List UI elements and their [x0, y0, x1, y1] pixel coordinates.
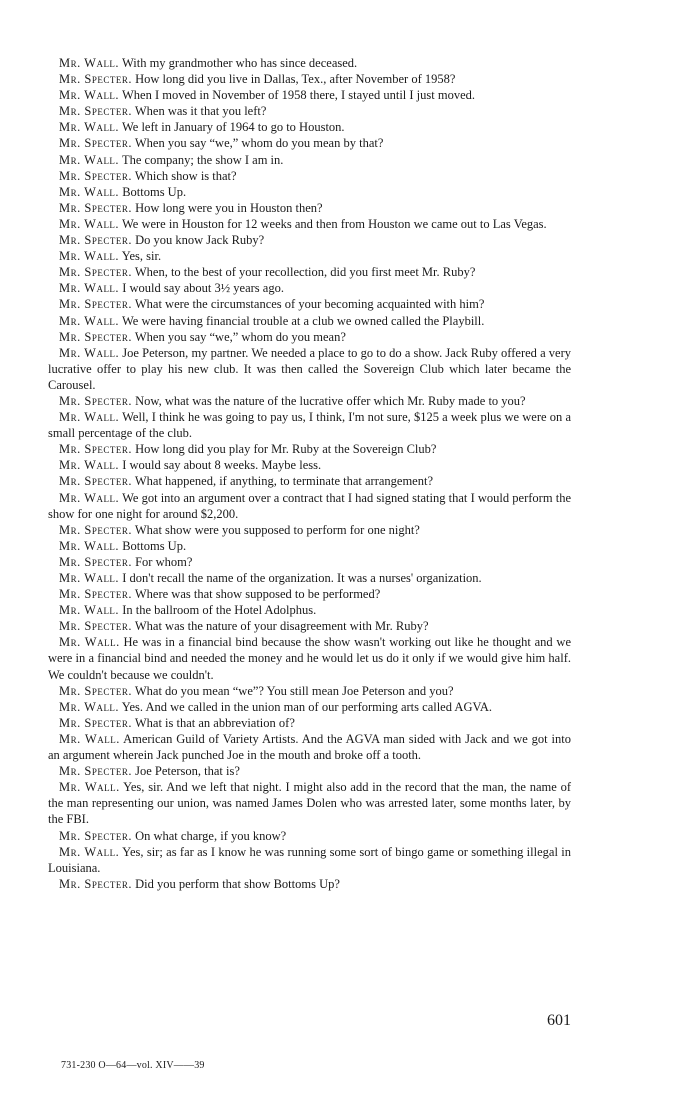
speech-text: On what charge, if you know?: [135, 828, 287, 843]
speech-text: We were having financial trouble at a club we owned called the Playbill.: [121, 313, 485, 328]
speaker-name: Mr. Wall.: [59, 635, 120, 650]
speech-text: Now, what was the nature of the lucrative offer which Mr. Ruby made to you?: [135, 393, 526, 408]
speech-text: What happened, if anything, to terminate that arrangement?: [134, 474, 434, 489]
transcript-paragraph: [48, 490, 571, 522]
speech-text: What show were you supposed to perform for one night?: [134, 522, 420, 537]
speech-text: What is that an abbreviation of?: [134, 715, 295, 730]
speech-text: Yes, sir; as far as I know he was running some sort of bingo game or something illegal in Louisiana.: [48, 844, 571, 875]
speech-text: Joe Peterson, my partner. We needed a place to go to do a show. Jack Ruby offered a very lucrative offer to play his new club. It was then called the Sovereign Club which later became the Carousel.: [48, 345, 571, 392]
speaker-name: Mr. Wall.: [59, 410, 120, 425]
speech-text: For whom?: [135, 554, 193, 569]
transcript-paragraph: [48, 55, 571, 71]
transcript-paragraph: [48, 828, 571, 844]
speech-text: What do you mean “we”? You still mean Joe Peterson and you?: [134, 683, 454, 698]
transcript-paragraph: [48, 779, 571, 827]
transcript-paragraph: [48, 264, 571, 280]
speech-text: He was in a financial bind because the show wasn't working out like he thought and we were in a financial bind and needed the money and he would let us do it only if we would give him half. We couldn't because we couldn't.: [48, 635, 572, 682]
transcript-paragraph: [48, 844, 571, 876]
speech-text: How long were you in Houston then?: [135, 200, 323, 215]
transcript-paragraph: [48, 441, 571, 457]
speaker-name: Mr. Specter.: [59, 104, 132, 119]
speaker-name: Mr. Wall.: [59, 603, 120, 618]
speaker-name: Mr. Specter.: [59, 233, 132, 248]
speaker-name: Mr. Wall.: [59, 458, 120, 473]
transcript-paragraph: [48, 602, 571, 618]
speech-text: When you say “we,” whom do you mean?: [134, 329, 346, 344]
transcript-paragraph: [48, 329, 571, 345]
transcript-paragraph: [48, 280, 571, 296]
speech-text: I would say about 3½ years ago.: [122, 281, 284, 296]
speaker-name: Mr. Wall.: [59, 88, 120, 103]
speaker-name: Mr. Specter.: [59, 72, 132, 87]
speaker-name: Mr. Wall.: [59, 538, 120, 553]
speaker-name: Mr. Wall.: [59, 152, 120, 167]
speaker-name: Mr. Specter.: [59, 393, 132, 408]
speech-text: Bottoms Up.: [122, 538, 187, 553]
transcript-paragraph: [48, 586, 571, 602]
transcript-paragraph: [48, 216, 571, 232]
speaker-name: Mr. Wall.: [59, 780, 120, 795]
speaker-name: Mr. Specter.: [59, 876, 132, 891]
speech-text: Well, I think he was going to pay us, I think, I'm not sure, $125 a week plus we were on a small percentage of the club.: [48, 410, 571, 441]
speaker-name: Mr. Specter.: [59, 522, 132, 537]
speaker-name: Mr. Wall.: [59, 184, 120, 199]
speech-text: Did you perform that show Bottoms Up?: [135, 876, 340, 891]
transcript-paragraph: [48, 763, 571, 779]
speech-text: When you say “we,” whom do you mean by that?: [134, 136, 384, 151]
speech-text: American Guild of Variety Artists. And the AGVA man sided with Jack and we got into an argument wherein Jack punched Joe in the mouth and broke off a tooth.: [48, 731, 572, 763]
speech-text: How long did you play for Mr. Ruby at the Sovereign Club?: [135, 442, 437, 457]
speech-text: In the ballroom of the Hotel Adolphus.: [122, 603, 317, 618]
speech-text: When, to the best of your recollection, did you first meet Mr. Ruby?: [134, 265, 476, 280]
speaker-name: Mr. Wall.: [59, 490, 120, 505]
speech-text: I don't recall the name of the organization. It was a nurses' organization.: [122, 571, 482, 585]
transcript-paragraph: [48, 699, 571, 715]
speech-text: When I moved in November of 1958 there, I stayed until I just moved.: [121, 88, 476, 103]
transcript-paragraph: [48, 232, 571, 248]
speech-text: Do you know Jack Ruby?: [135, 233, 265, 248]
transcript-paragraph: [48, 71, 571, 87]
speaker-name: Mr. Wall.: [59, 844, 120, 859]
speaker-name: Mr. Specter.: [59, 168, 132, 183]
speaker-name: Mr. Wall.: [59, 731, 120, 746]
transcript-paragraph: [48, 570, 571, 586]
transcript-paragraph: [48, 103, 571, 119]
transcript-paragraph: [48, 538, 571, 554]
speaker-name: Mr. Specter.: [59, 442, 132, 457]
speech-text: When was it that you left?: [134, 104, 267, 119]
speech-text: What was the nature of your disagreement with Mr. Ruby?: [134, 619, 429, 634]
speaker-name: Mr. Wall.: [59, 281, 120, 296]
speaker-name: Mr. Specter.: [59, 828, 132, 843]
speaker-name: Mr. Specter.: [59, 329, 132, 344]
speaker-name: Mr. Specter.: [59, 715, 132, 730]
speaker-name: Mr. Wall.: [59, 313, 120, 328]
speech-text: We were in Houston for 12 weeks and then from Houston we came out to Las Vegas.: [121, 216, 547, 231]
transcript-paragraph: [48, 87, 571, 103]
speech-text: The company; the show I am in.: [121, 152, 284, 167]
transcript-paragraph: [48, 554, 571, 570]
speaker-name: Mr. Wall.: [59, 571, 120, 585]
transcript-paragraph: [48, 522, 571, 538]
speaker-name: Mr. Specter.: [59, 200, 132, 215]
speaker-name: Mr. Specter.: [59, 683, 132, 698]
speaker-name: Mr. Specter.: [59, 554, 132, 569]
transcript-paragraph: [48, 876, 571, 892]
transcript-paragraph: [48, 313, 571, 329]
speaker-name: Mr. Specter.: [59, 587, 132, 602]
transcript-paragraph: [48, 731, 571, 763]
speech-text: Yes. And we called in the union man of our performing arts called AGVA.: [121, 699, 493, 714]
speech-text: We left in January of 1964 to go to Houston.: [121, 120, 345, 135]
speech-text: With my grandmother who has since deceased.: [121, 56, 358, 70]
page-number: 601: [547, 1012, 571, 1029]
speaker-name: Mr. Wall.: [59, 699, 120, 714]
speaker-name: Mr. Wall.: [59, 216, 120, 231]
transcript-paragraph: [48, 618, 571, 634]
transcript-paragraph: [48, 457, 571, 473]
speaker-name: Mr. Specter.: [59, 136, 132, 151]
transcript-paragraph: [48, 200, 571, 216]
speech-text: Bottoms Up.: [122, 184, 187, 199]
speaker-name: Mr. Wall.: [59, 120, 120, 135]
transcript-paragraph: [48, 168, 571, 184]
transcript-paragraph: [48, 135, 571, 151]
transcript-paragraph: [48, 715, 571, 731]
speech-text: Yes, sir. And we left that night. I might also add in the record that the man, the name of the man representing our union, was named James Dolen who was arrested later, some months later, by the FBI.: [48, 780, 571, 827]
speech-text: Yes, sir.: [121, 249, 162, 264]
speech-text: What were the circumstances of your becoming acquainted with him?: [134, 297, 485, 312]
transcript-paragraph: [48, 409, 571, 441]
speech-text: Joe Peterson, that is?: [135, 764, 240, 779]
transcript-paragraph: [48, 119, 571, 135]
speech-text: How long did you live in Dallas, Tex., after November of 1958?: [135, 72, 456, 87]
speaker-name: Mr. Specter.: [59, 297, 132, 312]
transcript-body: [48, 55, 571, 892]
transcript-paragraph: [48, 248, 571, 264]
speaker-name: Mr. Specter.: [59, 764, 132, 779]
transcript-paragraph: [48, 296, 571, 312]
transcript-paragraph: [48, 683, 571, 699]
speaker-name: Mr. Wall.: [59, 56, 120, 70]
print-code-footer: 731-230 O—64—vol. XIV——39: [61, 1060, 205, 1071]
speech-text: Where was that show supposed to be performed?: [134, 587, 381, 602]
transcript-paragraph: [48, 393, 571, 409]
speaker-name: Mr. Specter.: [59, 474, 132, 489]
speaker-name: Mr. Wall.: [59, 345, 120, 360]
transcript-paragraph: [48, 473, 571, 489]
speech-text: We got into an argument over a contract that I had signed stating that I would perform the show for one night for around $2,200.: [48, 490, 572, 521]
speech-text: Which show is that?: [134, 168, 237, 183]
transcript-paragraph: [48, 345, 571, 393]
speaker-name: Mr. Specter.: [59, 619, 132, 634]
speaker-name: Mr. Wall.: [59, 249, 120, 264]
transcript-paragraph: [48, 634, 571, 682]
speaker-name: Mr. Specter.: [59, 265, 132, 280]
transcript-paragraph: [48, 152, 571, 168]
transcript-paragraph: [48, 184, 571, 200]
speech-text: I would say about 8 weeks. Maybe less.: [122, 458, 322, 473]
